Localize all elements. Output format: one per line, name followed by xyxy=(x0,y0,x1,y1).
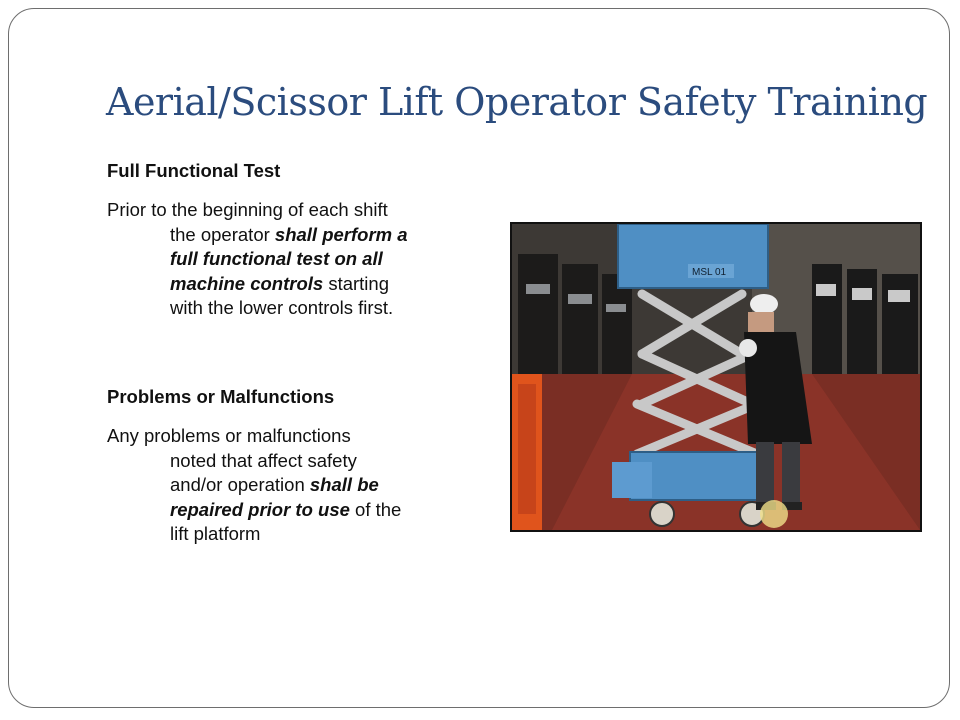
paragraph-line: and/or operation shall be xyxy=(170,474,379,495)
paragraph-line: with the lower controls first. xyxy=(170,297,394,318)
heading-full-functional-test: Full Functional Test xyxy=(107,160,281,181)
emphasis-text: shall be xyxy=(309,474,379,495)
paragraph-problems-malfunctions xyxy=(107,424,497,547)
paragraph-line: Any problems or malfunctions xyxy=(107,425,351,446)
emphasis-text: shall perform a xyxy=(274,223,408,245)
paragraph-line: the operator shall perform a xyxy=(170,223,408,245)
scissor-lift-photo xyxy=(510,222,922,532)
emphasis-text: full functional test on all xyxy=(170,248,383,269)
paragraph-line: repaired prior to use of the xyxy=(170,498,402,520)
paragraph-line xyxy=(107,247,497,272)
heading-problems-malfunctions: Problems or Malfunctions xyxy=(107,386,335,407)
paragraph-line: noted that affect safety xyxy=(170,449,357,471)
platform-label-text: MSL 01 xyxy=(692,267,727,278)
emphasis-text: repaired prior to use xyxy=(170,498,350,520)
paragraph-line: machine controls starting xyxy=(170,272,389,294)
paragraph-line: lift platform xyxy=(170,523,261,544)
paragraph-full-functional-test xyxy=(107,198,497,321)
slide-title: Aerial/Scissor Lift Operator Safety Training xyxy=(106,80,928,124)
scissor-lift-illustration xyxy=(512,224,920,530)
paragraph-line: Prior to the beginning of each shift xyxy=(107,199,388,220)
emphasis-text: machine controls xyxy=(170,272,324,294)
